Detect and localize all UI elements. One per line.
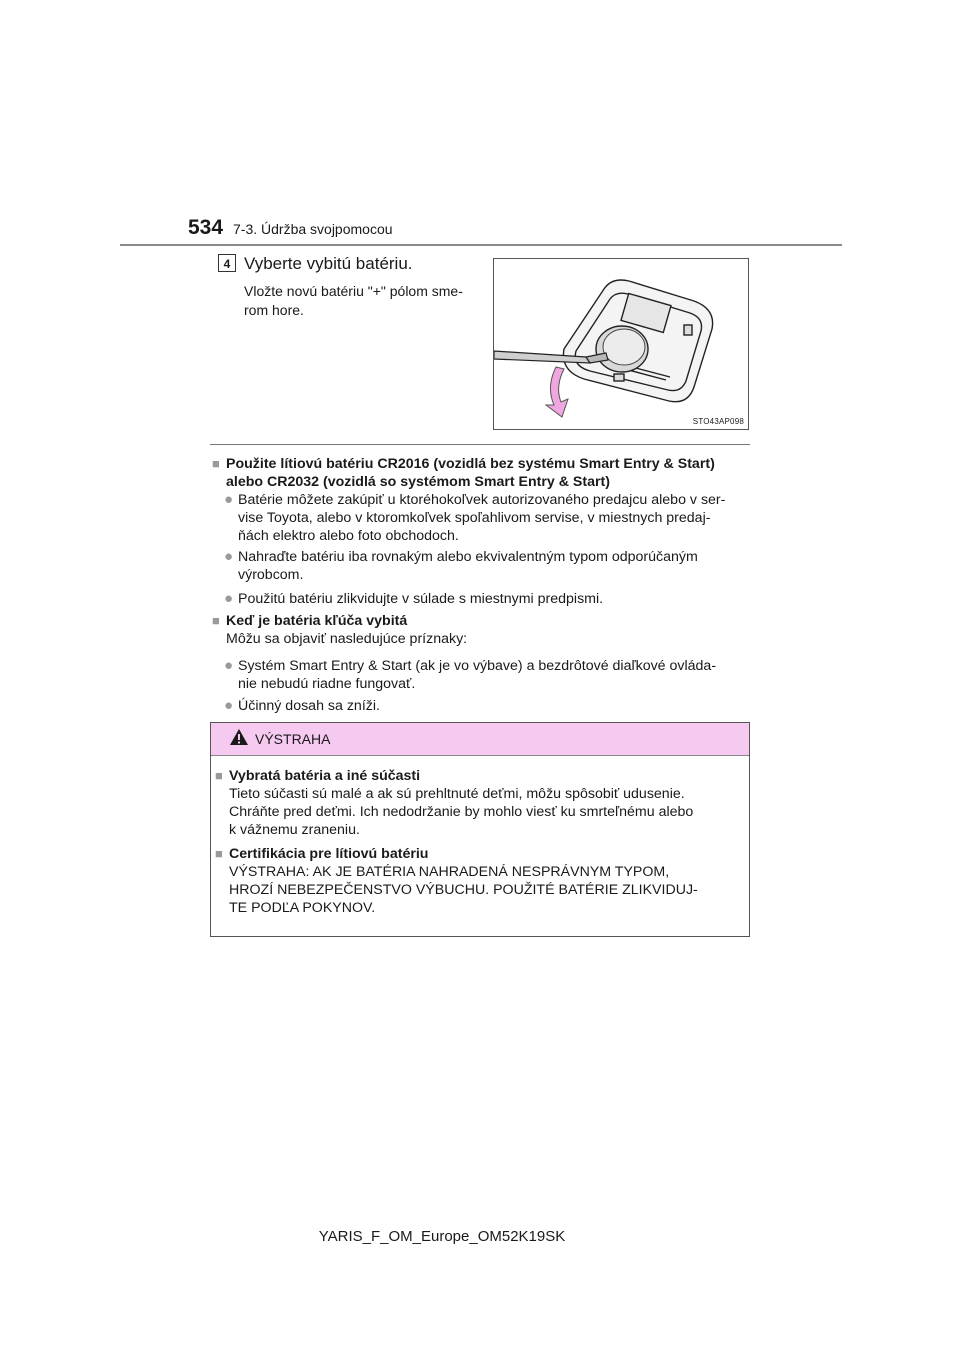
- item-heading: ■ Keď je batéria kľúča vybitá Môžu sa objaviť nasledujúce príznaky:: [212, 612, 738, 648]
- warning-section: ■ Certifikácia pre lítiovú batériu VÝSTRAHA: AK JE BATÉRIA NAHRADENÁ NESPRÁVNYM TYPOM, HROZÍ NEBEZPEČENSTVO VÝBUCHU. POUŽITÉ BATÉRIE ZLIKVIDUJ- TE PODĽA POKYNOV.: [215, 846, 698, 916]
- list-item: ● Použitú batériu zlikvidujte v súlade s miestnymi predpismi.: [224, 590, 604, 607]
- page-number: 534: [188, 216, 224, 239]
- item-intro: Môžu sa objaviť nasledujúce príznaky:: [226, 631, 468, 647]
- figure-code: STO43AP098: [692, 417, 744, 426]
- warning-label: VÝSTRAHA: [255, 731, 331, 747]
- key-battery-illustration: [493, 258, 749, 430]
- round-bullet-icon: ●: [224, 657, 234, 674]
- warning-header: [211, 723, 749, 756]
- round-bullet-icon: ●: [224, 697, 234, 714]
- step-number-box: 4: [218, 254, 236, 272]
- key-fob-battery-drawing: [494, 259, 748, 429]
- item-heading: ■ Použite lítiovú batériu CR2016 (vozidlá bez systému Smart Entry & Start) alebo CR2032 (vozidlá so systémom Smart Entry & Start): [212, 456, 715, 490]
- square-bullet-icon: ■: [215, 846, 223, 861]
- document-id: YARIS_F_OM_Europe_OM52K19SK: [318, 1228, 566, 1245]
- round-bullet-icon: ●: [224, 590, 234, 607]
- list-item: ● Batérie môžete zakúpiť u ktoréhokoľvek autorizovaného predajcu alebo v ser- vise Toyota, alebo v ktoromkoľvek spoľahlivom servise, v miestnych predaj- ňách elektro alebo foto obchodoch.: [224, 491, 726, 544]
- square-bullet-icon: ■: [212, 613, 220, 628]
- header-divider: [120, 244, 842, 246]
- step-note: [244, 282, 484, 320]
- square-bullet-icon: ■: [215, 768, 223, 783]
- step-note-line: Vložte novú batériu "+" pólom sme-: [244, 283, 463, 299]
- step-title: Vyberte vybitú batériu.: [244, 254, 413, 273]
- list-item: ● Nahraďte batériu iba rovnakým alebo ekvivalentným typom odporúčaným výrobcom.: [224, 548, 698, 583]
- list-item: ● Účinný dosah sa zníži.: [224, 697, 380, 714]
- step-note-line: rom hore.: [244, 302, 304, 318]
- round-bullet-icon: ●: [224, 548, 234, 565]
- round-bullet-icon: ●: [224, 491, 234, 508]
- list-item: ● Systém Smart Entry & Start (ak je vo výbave) a bezdrôtové diaľkové ovláda- nie nebudú riadne fungovať.: [224, 657, 717, 692]
- warning-triangle-icon: [229, 728, 249, 746]
- warning-box: [210, 722, 750, 937]
- content-divider: [210, 444, 750, 445]
- warning-section: ■ Vybratá batéria a iné súčasti Tieto súčasti sú malé a ak sú prehltnuté deťmi, môžu spôsobiť udusenie. Chráňte pred deťmi. Ich nedodržanie by mohlo viesť ku smrteľnému alebo k vážnemu zraneniu.: [215, 768, 694, 838]
- square-bullet-icon: ■: [212, 456, 220, 471]
- section-title: 7-3. Údržba svojpomocou: [233, 221, 393, 237]
